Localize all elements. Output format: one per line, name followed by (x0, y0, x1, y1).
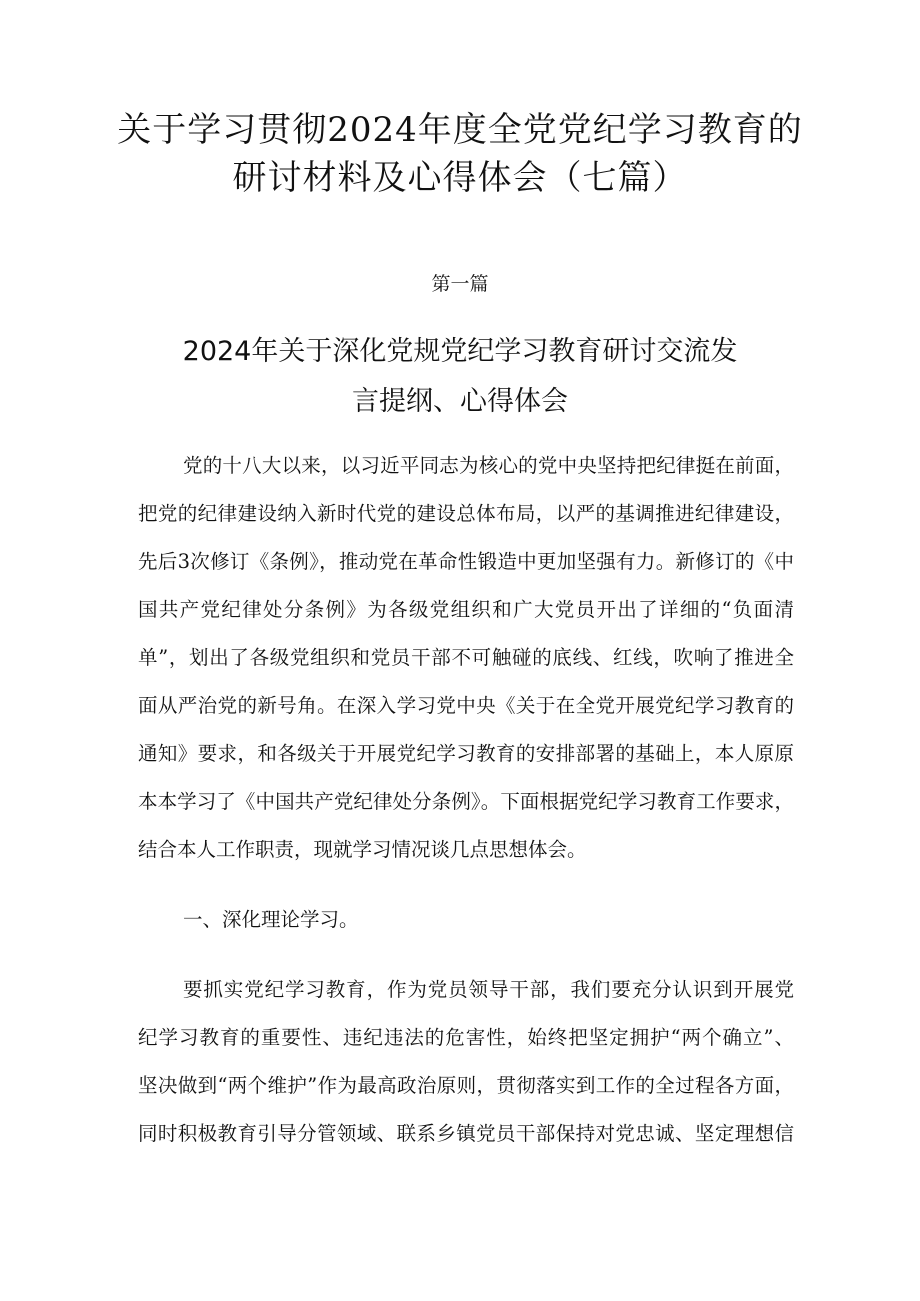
paragraph-1-line-8: 本本学习了《中国共产党纪律处分条例》。下面根据党纪学习教育工作要求， (138, 790, 794, 813)
document-title-line-2: 研讨材料及心得体会（七篇） (232, 158, 688, 198)
paragraph-3-line-3: 坚决做到“两个维护”作为最高政治原则，贯彻落实到工作的全过程各方面， (138, 1074, 794, 1097)
paragraph-1-line-1: 党的十八大以来，以习近平同志为核心的党中央坚持把纪律挺在前面， (183, 454, 794, 477)
paragraph-1-line-5: 单”，划出了各级党组织和党员干部不可触碰的底线、红线，吹响了推进全 (138, 646, 794, 669)
paragraph-3-line-4: 同时积极教育引导分管领域、联系乡镇党员干部保持对党忠诚、坚定理想信 (138, 1122, 794, 1145)
paragraph-1-line-2: 把党的纪律建设纳入新时代党的建设总体布局，以严的基调推进纪律建设， (138, 502, 794, 525)
paragraph-1-line-6: 面从严治党的新号角。在深入学习党中央《关于在全党开展党纪学习教育的 (138, 694, 794, 717)
paragraph-1-line-7: 通知》要求，和各级关于开展党纪学习教育的安排部署的基础上，本人原原 (138, 742, 794, 765)
paragraph-1-line-9: 结合本人工作职责，现就学习情况谈几点思想体会。 (138, 838, 587, 861)
article-title-line-2: 言提纲、心得体会 (352, 386, 568, 417)
paragraph-1-line-3: 先后3次修订《条例》，推动党在革命性锻造中更加坚强有力。新修订的《中 (138, 550, 794, 573)
paragraph-3-line-1: 要抓实党纪学习教育，作为党员领导干部，我们要充分认识到开展党 (183, 978, 794, 1001)
paragraph-1-line-4: 国共产党纪律处分条例》为各级党组织和广大党员开出了详细的“负面清 (138, 598, 794, 621)
paragraph-3-line-2: 纪学习教育的重要性、违纪违法的危害性，始终把坚定拥护“两个确立”、 (138, 1026, 794, 1049)
document-title-line-1: 关于学习贯彻2024年度全党党纪学习教育的 (117, 110, 803, 150)
section-heading-1: 一、深化理论学习。 (183, 908, 359, 931)
article-title-line-1: 2024年关于深化党规党纪学习教育研讨交流发 (182, 336, 738, 367)
section-label: 第一篇 (431, 273, 489, 295)
